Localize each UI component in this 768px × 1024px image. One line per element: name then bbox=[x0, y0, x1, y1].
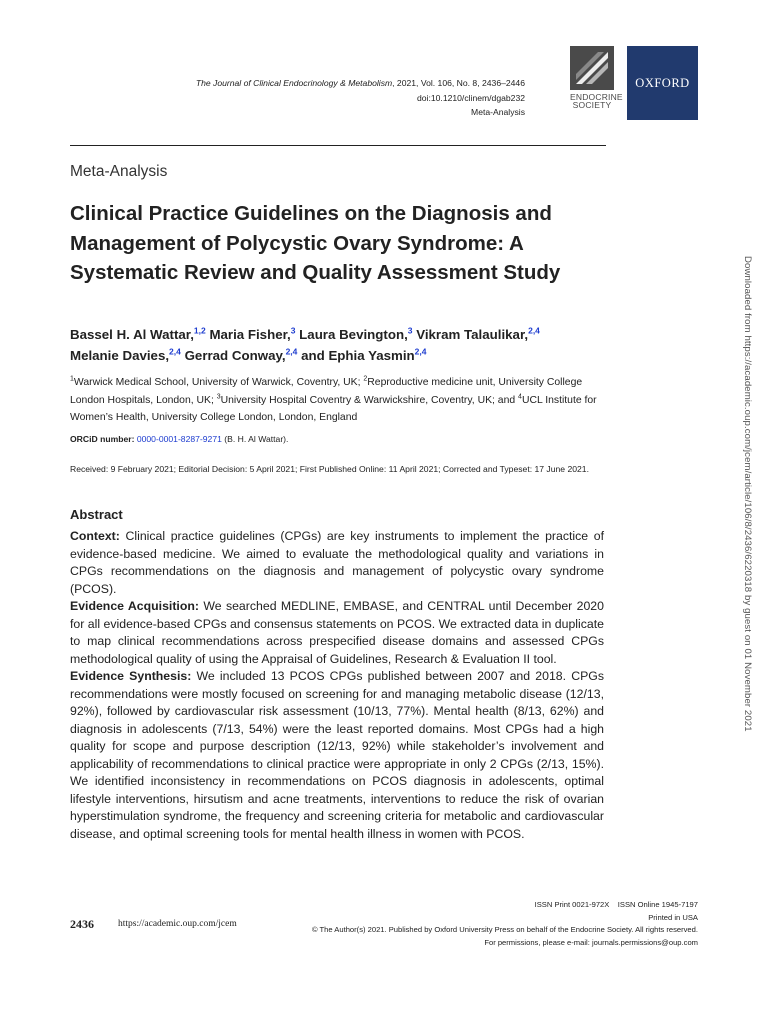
section-label: Meta-Analysis bbox=[70, 163, 168, 180]
endocrine-logo-text bbox=[570, 92, 623, 110]
issn-line: ISSN Print 0021-972X ISSN Online 1945-7197 bbox=[534, 900, 698, 909]
abstract-section-label: Evidence Synthesis: bbox=[70, 669, 192, 683]
author-affiliation-link[interactable]: 3 bbox=[290, 325, 296, 336]
article-title: Clinical Practice Guidelines on the Diagnosis and Management of Polycystic Ovary Syndrome: A Systematic Review and Quality Assessment Study bbox=[70, 202, 561, 284]
abstract-section-text: Clinical practice guidelines (CPGs) are key instruments to implement the practice of evidence-based medicine. We aimed to evaluate the methodological quality and variations in CPGs recommendations on the diagnosis and management of polycystic ovary syndrome (PCOS). bbox=[70, 529, 604, 596]
author-name: Maria Fisher, bbox=[209, 327, 291, 342]
author-affiliation-link[interactable]: 2,4 bbox=[414, 346, 427, 357]
oxford-logo: OXFORD bbox=[627, 46, 698, 120]
abstract-section-text: We included 13 PCOS CPGs published between 2007 and 2018. CPGs recommendations were mostly focused on screening for and managing metabolic disease (12/13, 92%), followed by cardiovascular risk assessment (10/13, 77%). Mental health (8/13, 62%) and diagnosis in adolescents (7/13, 54%) were the least reported domains. Most CPGs had a high quality for scope and purpose description (12/13, 92%) while stakeholder’s involvement and applicability of recommendations to clinical practice were appropriate in only 2 CPGs (2/13, 15%). We identified inconsistency in recommendations on PCOS diagnosis in adolescents, optimal lifestyle interventions, hirsutism and acne treatments, interventions to reduce the risk of ovarian hyperstimulation syndrome, the frequency and screening criteria for metabolic and cardiovascular disease, and optimal screening tools for mental health illness in women with PCOS. bbox=[70, 669, 604, 841]
abstract-heading: Abstract bbox=[70, 507, 123, 522]
article-type: Meta-Analysis bbox=[471, 107, 525, 117]
abstract-section-label: Evidence Acquisition: bbox=[70, 599, 199, 613]
author-name: Melanie Davies, bbox=[70, 347, 170, 363]
footer-info bbox=[312, 899, 698, 949]
journal-name: The Journal of Clinical Endocrinology & Metabolism bbox=[195, 78, 393, 88]
author-affiliation-link[interactable]: 2,4 bbox=[528, 325, 540, 336]
author-affiliation-link[interactable]: 3 bbox=[407, 325, 413, 336]
abstract-section bbox=[70, 668, 604, 843]
copyright-line: © The Author(s) 2021. Published by Oxford University Press on behalf of the Endocrine Society. All rights reserved. bbox=[311, 925, 698, 934]
abstract-body bbox=[70, 528, 604, 843]
author-name: Vikram Talaulikar, bbox=[416, 327, 529, 342]
affiliation-number: 2 bbox=[363, 375, 368, 383]
received-dates: Received: 9 February 2021; Editorial Decision: 5 April 2021; First Published Online: 11 April 2021; Corrected and Typeset: 17 June 2021. bbox=[70, 464, 589, 474]
header-rule bbox=[70, 145, 606, 146]
journal-details: , 2021, Vol. 106, No. 8, 2436–2446 bbox=[392, 78, 525, 88]
journal-header bbox=[196, 76, 525, 120]
page-number: 2436 bbox=[70, 917, 94, 931]
author-name: Gerrad Conway, bbox=[184, 347, 286, 363]
author-affiliation-link[interactable]: 1,2 bbox=[193, 325, 206, 336]
author-list bbox=[70, 325, 630, 366]
endocrine-logo-mark bbox=[570, 46, 614, 90]
author-affiliation-link[interactable]: 2,4 bbox=[169, 346, 181, 357]
affiliation-number: 1 bbox=[70, 375, 74, 383]
affiliation-text: UCL Institute for Women’s Health, University College London, London, England bbox=[70, 394, 597, 423]
abstract-section bbox=[70, 528, 604, 598]
abstract-section bbox=[70, 598, 604, 668]
download-notice-text: Downloaded from https://academic.oup.com/jcem/article/106/8/2436/6220318 by guest on 01 November 2021 bbox=[742, 256, 753, 732]
affiliation-number: 4 bbox=[518, 393, 522, 401]
author-name: Bassel H. Al Wattar, bbox=[70, 327, 194, 342]
affiliation-number: 3 bbox=[216, 393, 221, 401]
endocrine-society-logo bbox=[570, 46, 623, 120]
orcid-label: ORCiD number: bbox=[70, 434, 135, 444]
affiliation-text: University Hospital Coventry & Warwickshire, Coventry, UK; and bbox=[220, 394, 519, 406]
endocrine-logo-line1: ENDOCRINE bbox=[570, 92, 623, 102]
author-affiliation-link[interactable]: 2,4 bbox=[285, 346, 298, 357]
author-name: and Ephia Yasmin bbox=[301, 347, 415, 363]
download-notice bbox=[740, 256, 754, 776]
affiliation-text: Reproductive medicine unit, University College London Hospitals, London, UK; bbox=[70, 377, 583, 406]
printed-line: Printed in USA bbox=[648, 912, 698, 922]
journal-doi: doi:10.1210/clinem/dgab232 bbox=[417, 92, 525, 103]
orcid-link[interactable]: 0000-0001-8287-9271 bbox=[136, 434, 222, 444]
journal-url-link[interactable]: https://academic.oup.com/jcem bbox=[118, 919, 237, 929]
endocrine-logo-line2: SOCIETY bbox=[572, 100, 612, 110]
abstract-section-label: Context: bbox=[70, 529, 120, 543]
orcid-owner: (B. H. Al Wattar). bbox=[221, 434, 289, 444]
affiliation-text: Warwick Medical School, University of Warwick, Coventry, UK; bbox=[73, 377, 364, 388]
journal-citation bbox=[196, 76, 525, 91]
orcid-line bbox=[70, 434, 288, 444]
affiliations bbox=[70, 374, 610, 427]
permissions-line: For permissions, please e-mail: journals.permissions@oup.com bbox=[484, 937, 698, 947]
author-name: Laura Bevington, bbox=[299, 327, 408, 342]
abstract-section-text: We searched MEDLINE, EMBASE, and CENTRAL until December 2020 for all evidence-based CPGs and consensus statements on PCOS. We extracted data in duplicate to map clinical recommendations across prespecified disease domains and assessed CPGs methodological quality of using the Appraisal of Guidelines, Research & Evaluation II tool. bbox=[70, 599, 604, 666]
